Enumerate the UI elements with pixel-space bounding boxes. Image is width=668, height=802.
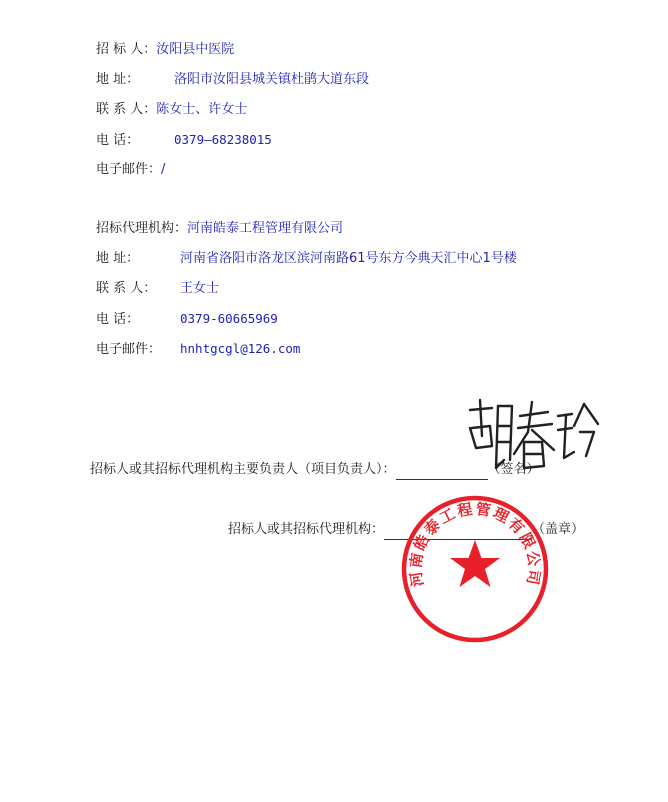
agency-email-value: hnhtgcgl@126.com xyxy=(180,341,301,356)
tenderer-email-row xyxy=(96,160,165,180)
tenderer-contact-label: 联 系 人： xyxy=(96,102,157,117)
tenderer-contact-row xyxy=(96,100,247,120)
agency-address-row xyxy=(96,249,517,269)
svg-text:河南皓泰工程管理有限公司: 河南皓泰工程管理有限公司 xyxy=(406,499,544,589)
tenderer-address-label: 地 址： xyxy=(96,72,140,87)
agency-address-label: 地 址： xyxy=(96,251,140,266)
agency-seal-label: 招标人或其招标代理机构： xyxy=(228,522,385,537)
agency-contact-label: 联 系 人： xyxy=(96,281,157,296)
principal-label: 招标人或其招标代理机构主要负责人（项目负责人）： xyxy=(90,462,396,477)
agency-address-value: 河南省洛阳市洛龙区滨河南路61号东方今典天汇中心1号楼 xyxy=(180,251,517,266)
tenderer-name-value: 汝阳县中医院 xyxy=(156,42,235,57)
agency-phone-value: 0379-60665969 xyxy=(180,311,278,326)
tenderer-phone-value: 0379—68238015 xyxy=(174,132,272,147)
handwritten-signature-icon xyxy=(462,396,602,486)
tenderer-email-value: / xyxy=(161,162,166,177)
principal-suffix: （签名） xyxy=(487,462,540,477)
tenderer-contact-value: 陈女士、许女士 xyxy=(156,102,248,117)
agency-contact-row xyxy=(96,279,219,299)
agency-phone-label: 电 话： xyxy=(96,312,140,327)
agency-contact-value: 王女士 xyxy=(180,281,220,296)
agency-name-row xyxy=(96,219,343,239)
company-seal-icon xyxy=(400,494,550,644)
agency-email-row xyxy=(96,339,300,359)
tenderer-address-value: 洛阳市汝阳县城关镇杜鹃大道东段 xyxy=(174,72,370,87)
agency-name-label: 招标代理机构： xyxy=(96,221,188,236)
tenderer-name-row xyxy=(96,40,234,60)
tenderer-name-label: 招 标 人： xyxy=(96,42,157,57)
tenderer-phone-row xyxy=(96,130,272,150)
agency-seal-suffix: （盖章） xyxy=(532,522,585,537)
agency-name-value: 河南皓泰工程管理有限公司 xyxy=(187,221,344,236)
tenderer-phone-label: 电 话： xyxy=(96,133,140,148)
agency-phone-row xyxy=(96,309,278,329)
tenderer-email-label: 电子邮件： xyxy=(96,162,162,177)
agency-email-label: 电子邮件： xyxy=(96,342,162,357)
tenderer-address-row xyxy=(96,70,369,90)
